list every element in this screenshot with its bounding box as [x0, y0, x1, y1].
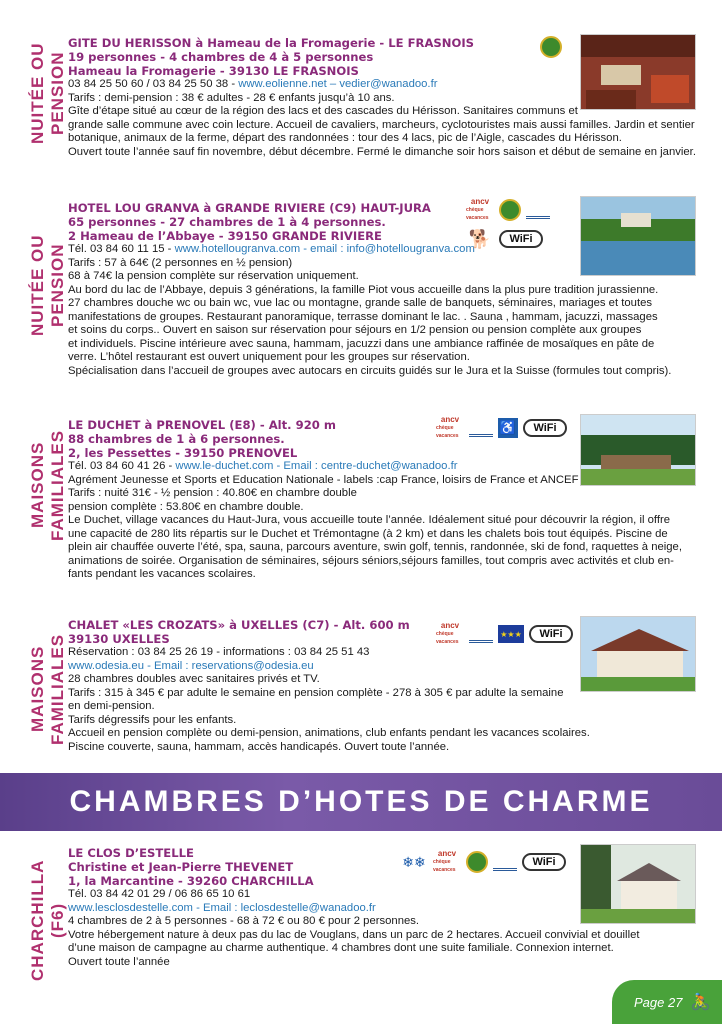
banner-title: CHAMBRES D’HOTES DE CHARME	[69, 785, 653, 818]
green-seal-icon	[499, 199, 521, 221]
wave-icon	[469, 419, 493, 437]
ancv-logo: ancv chèque vacances	[436, 621, 460, 645]
entry-title: CHALET «LES CROZATS» à UXELLES (C7) - Alt. 600 m	[68, 618, 410, 632]
photo-hotel-lake	[580, 196, 696, 276]
text-line: plein air chauffée ouverte l’été, spa, sauna, parcours aventure, swin golf, tennis, randonnée, ski de fond, raquettes à neige,	[68, 541, 682, 553]
text-line: une capacité de 280 lits répartis sur le Duchet et Trémontagne (à 2 km) et dans les chalets bois tout équipés. Piscine de	[68, 527, 668, 540]
wifi-icon: WiFi	[499, 230, 543, 248]
text-line: verre. L’hôtel restaurant est ouvert uniquement pour les groupes sur réservation.	[68, 351, 470, 363]
text-line: et soins du corps.. Ouvert en saison sur réservation pour séjours en 1/2 pension ou pension complète aux groupes	[68, 324, 642, 336]
eu-flag-icon: ★★★	[498, 625, 524, 643]
wifi-icon: WiFi	[523, 419, 567, 437]
accessibility-icon: ♿	[498, 418, 518, 438]
wifi-icon: WiFi	[522, 853, 566, 871]
wifi-icon: WiFi	[529, 625, 573, 643]
swimmer-icon	[493, 853, 517, 871]
text-line: Le Duchet, village vacances du Haut-Jura, vous accueille toute l’année. Idéalement situé pour découvrir la région, il offre	[68, 514, 671, 526]
text-line: Ouvert toute l’année	[68, 955, 170, 968]
side-label-maisons-familiales-2: MAISONS FAMILIALES	[28, 633, 67, 745]
website-link[interactable]: www.odesia.eu - Email : reservations@odesia.eu	[68, 659, 314, 672]
side-label-nuitee-pension-2: NUITÉE OU PENSION	[28, 234, 67, 336]
logos-row	[436, 416, 567, 440]
contact-line: 03 84 25 50 60 / 03 84 25 50 38 - www.eolienne.net – vedier@wanadoo.fr	[68, 78, 438, 90]
photo-gite-interior	[580, 34, 696, 110]
text-line: Spécialisation dans l’accueil de groupes avec autocars en circuits guidés sur le Jura et la Suisse (formules tout compris).	[68, 364, 672, 377]
text-line: pension complète : 53.80€ en chambre double.	[68, 500, 304, 513]
entry-address: 1, la Marcantine - 39260 CHARCHILLA	[68, 874, 314, 888]
entry-address: Hameau la Fromagerie - 39130 LE FRASNOIS	[68, 64, 359, 78]
ancv-logo: ancv chèque vacances	[436, 415, 460, 439]
contact-line: Tél. 03 84 60 41 26 - www.le-duchet.com - Email : centre-duchet@wanadoo.fr	[68, 460, 458, 472]
text-line: botanique, animaux de la ferme, départ des randonnées : tour des 4 lacs, pic de l’Aigle, cascades du Hérisson.	[68, 132, 622, 144]
text-line: et individuels. Piscine intérieure avec sauna, hammam, jacuzzi dans une ambiance raffinée de mosaïques en pâte de	[68, 337, 655, 350]
entry-capacity: 19 personnes - 4 chambres de 4 à 5 personnes	[68, 50, 374, 64]
ancv-logo: ancv chèque vacances	[433, 849, 457, 873]
contact-line: Tél. 03 84 60 11 15 - www.hotellougranva.com - email : info@hotellougranva.com	[68, 243, 475, 255]
text-line: Au bord du lac de l’Abbaye, depuis 3 générations, la famille Piot vous accueille dans la plus pure tradition jurassienne.	[68, 283, 659, 296]
photo-le-duchet	[580, 414, 696, 486]
entry-title: GITE DU HERISSON à Hameau de la Fromagerie - LE FRASNOIS	[68, 36, 474, 50]
text-line: Tarifs : 315 à 345 € par adulte le semaine en pension complète - 278 à 305 € par adulte la semaine	[68, 686, 564, 699]
text-line: grande salle commune avec coin lecture. Accueil de cavaliers, marcheurs, cyclotouristes mais aussi familles. Jardin et sentier	[68, 118, 695, 131]
clos-estelle-image	[581, 845, 696, 924]
text-line: Ouvert toute l’année sauf fin novembre, début décembre. Fermé le dimanche soir hors saison et début de semaine en janvier.	[68, 145, 696, 158]
entry-capacity: 65 personnes - 27 chambres de 1 à 4 personnes.	[68, 215, 386, 229]
wave-icon	[526, 201, 550, 219]
duchet-image	[581, 415, 696, 486]
cyclist-icon: 🚴	[690, 994, 711, 1011]
text-line: 68 à 74€ la pension complète sur réservation uniquement.	[68, 270, 359, 282]
lake-image	[581, 197, 696, 276]
text-line: Agrément Jeunesse et Sports et Education Nationale - labels :cap France, loisirs de France et ANCEF	[68, 473, 579, 486]
logos-row	[400, 850, 566, 874]
ancv-logo: ancv chèque vacances	[466, 197, 490, 221]
entry-title: LE DUCHET à PRENOVEL (E8) - Alt. 920 m	[68, 418, 336, 432]
text-line: fants pendant les vacances scolaires.	[68, 568, 256, 580]
text-line: manifestations de groupes. Restaurant panoramique, terrasse dominant le lac. . Sauna , hammam, jacuzzi, massages	[68, 310, 658, 323]
text-line: 28 chambres doubles avec sanitaires privés et TV.	[68, 673, 320, 685]
website-link[interactable]: www.eolienne.net – vedier@wanadoo.fr	[238, 78, 438, 90]
green-seal-icon	[540, 36, 562, 58]
photo-chalet-crozats	[580, 616, 696, 692]
text-line: Votre hébergement nature à deux pas du lac de Vouglans, dans un parc de 2 hectares. Accueil convivial et douillet	[68, 928, 640, 941]
text-line: animations de soirée. Organisation de séminaires, séjours séniors,séjours familles, tout compris avec activités et club en-	[68, 554, 674, 567]
side-label-charchilla: CHARCHILLA (F6)	[28, 859, 67, 981]
tree-icon: ❄❄	[402, 853, 426, 870]
interior-image	[581, 35, 696, 110]
text-line: Gîte d’étape situé au cœur de la région des lacs et des cascades du Hérisson. Sanitaires communs et	[68, 105, 578, 117]
text-line: 27 chambres douche wc ou bain wc, vue lac ou montagne, grande salle de banquets, séminaires, mariages et toutes	[68, 297, 653, 309]
text-line: d’une maison de campagne au charme authentique. 4 chambres dont une suite familiale. Connexion internet.	[68, 942, 614, 954]
dog-icon: 🐕	[468, 228, 492, 249]
chalet-image	[581, 617, 696, 692]
side-label-maisons-familiales-1: MAISONS FAMILIALES	[28, 429, 67, 541]
green-seal-icon	[466, 851, 488, 873]
side-label-nuitee-pension-1: NUITÉE OU PENSION	[28, 42, 67, 144]
text-line: Tarifs dégressifs pour les enfants.	[68, 713, 237, 726]
text-line: Piscine couverte, sauna, hammam, accès handicapés. Ouvert toute l’année.	[68, 740, 450, 753]
entry-capacity: 88 chambres de 1 à 6 personnes.	[68, 432, 285, 446]
text-line: Tél. 03 84 42 01 29 / 06 86 65 10 61	[68, 888, 251, 900]
page-number-tab	[612, 980, 722, 1024]
section-banner	[0, 773, 722, 831]
logos-row	[466, 198, 576, 251]
entry-title: LE CLOS D’ESTELLE	[68, 846, 194, 860]
website-link[interactable]: www.lesclosdestelle.com - Email : leclosdestelle@wanadoo.fr	[68, 901, 376, 914]
photo-clos-estelle	[580, 844, 696, 924]
page-label: Page 27	[634, 994, 683, 1010]
logos-row	[436, 622, 573, 646]
website-link[interactable]: www.hotellougranva.com - email : info@hotellougranva.com	[174, 243, 475, 255]
text-line: Tarifs : 57 à 64€ (2 personnes en ½ pension)	[68, 256, 293, 269]
text-line: Tarifs : nuité 31€ - ½ pension : 40.80€ en chambre double	[68, 487, 357, 499]
entry-address: 2, les Pessettes - 39150 PRENOVEL	[68, 446, 298, 460]
logos-row	[540, 36, 562, 58]
website-link[interactable]: www.le-duchet.com - Email : centre-duchet@wanadoo.fr	[175, 460, 458, 472]
text-line: Tarifs : demi-pension : 38 € adultes - 28 € enfants jusqu’à 10 ans.	[68, 91, 395, 104]
wave-icon	[469, 625, 493, 643]
entry-title: HOTEL LOU GRANVA à GRANDE RIVIERE (C9) HAUT-JURA	[68, 201, 431, 215]
entry-owners: Christine et Jean-Pierre THEVENET	[68, 860, 294, 874]
text-line: 4 chambres de 2 à 5 personnes - 68 à 72 € ou 80 € pour 2 personnes.	[68, 915, 420, 927]
entry-address: 39130 UXELLES	[68, 632, 170, 646]
entry-address: 2 Hameau de l’Abbaye - 39150 GRANDE RIVIERE	[68, 229, 382, 243]
text-line: Accueil en pension complète ou demi-pension, animations, club enfants pendant les vacances scolaires.	[68, 727, 590, 739]
text-line: Réservation : 03 84 25 26 19 - informations : 03 84 25 51 43	[68, 646, 370, 658]
text-line: en demi-pension.	[68, 700, 155, 712]
